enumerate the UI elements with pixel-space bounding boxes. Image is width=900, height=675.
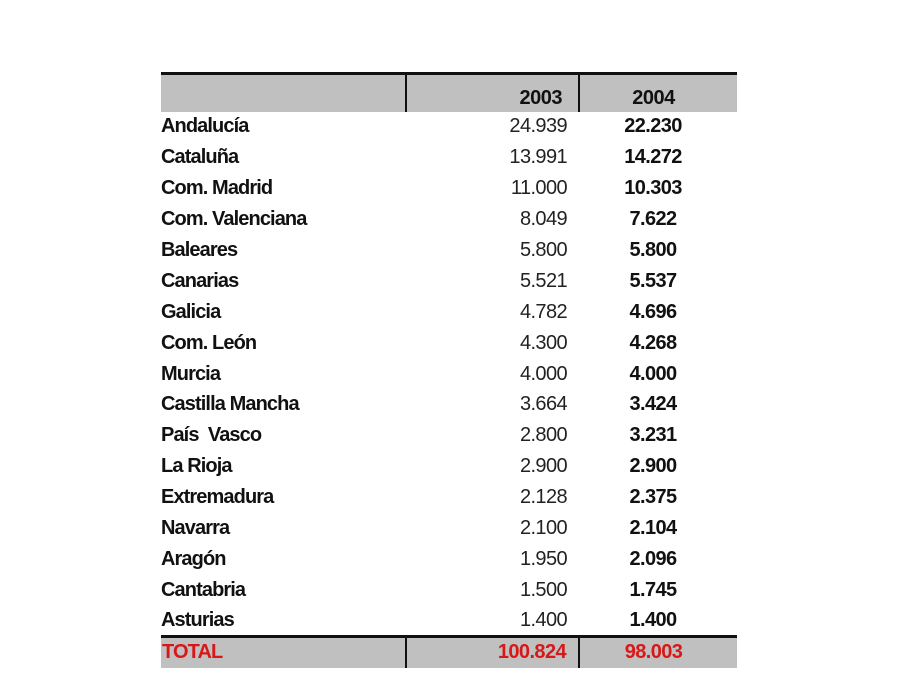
region-name: Castilla Mancha: [161, 393, 299, 416]
value-2004: 4.268: [629, 331, 677, 354]
table-row: [161, 142, 737, 173]
header-row: [161, 74, 737, 112]
table-row: [161, 359, 737, 390]
region-name: Cantabria: [161, 578, 246, 601]
value-2004: 22.230: [624, 115, 682, 138]
header-2003: 2003: [406, 74, 579, 112]
region-name: La Rioja: [161, 455, 232, 478]
value-2003: 1.500: [519, 578, 567, 601]
value-2003: 1.400: [519, 608, 567, 631]
region-name: Andalucía: [161, 115, 249, 138]
value-2004: 3.424: [629, 393, 677, 416]
value-2004: 7.622: [629, 208, 677, 231]
regional-data-table: [161, 72, 737, 668]
header-2004: 2004: [579, 74, 737, 112]
table-row: [161, 390, 737, 421]
table-row: [161, 606, 737, 637]
region-name: Galicia: [161, 300, 221, 323]
region-name: Com. Valenciana: [161, 208, 307, 231]
value-2004: 4.696: [629, 300, 677, 323]
value-2003: 4.782: [519, 300, 567, 323]
table-row: [161, 173, 737, 204]
region-name: Canarias: [161, 269, 239, 292]
table-row: [161, 575, 737, 606]
value-2004: 3.231: [629, 424, 677, 447]
value-2004: 2.096: [629, 547, 677, 570]
table-row: [161, 451, 737, 482]
value-2003: 24.939: [509, 115, 567, 138]
value-2004: 2.900: [629, 455, 677, 478]
value-2003: 2.100: [519, 517, 567, 540]
table-row: [161, 297, 737, 328]
region-name: Cataluña: [161, 146, 239, 169]
table-row: [161, 420, 737, 451]
value-2004: 1.400: [629, 608, 677, 631]
value-2004: 5.800: [629, 239, 677, 261]
region-name: Asturias: [161, 608, 234, 631]
total-label: TOTAL: [161, 637, 406, 668]
value-2003: 13.991: [509, 146, 567, 169]
region-name: País Vasco: [161, 424, 262, 447]
value-2003: 8.049: [519, 208, 567, 231]
region-name: Com. León: [161, 331, 257, 354]
table-row: [161, 328, 737, 359]
value-2003: 5.800: [519, 239, 567, 261]
table-row: [161, 482, 737, 513]
value-2003: 2.800: [519, 424, 567, 447]
value-2003: 2.900: [519, 455, 567, 478]
value-2004: 4.000: [629, 362, 677, 385]
value-2004: 5.537: [629, 269, 677, 292]
table-row: [161, 544, 737, 575]
total-row: [161, 637, 737, 668]
region-name: Extremadura: [161, 486, 274, 509]
value-2004: 10.303: [624, 177, 682, 200]
table-row: [161, 235, 737, 266]
value-2004: 2.375: [629, 486, 677, 509]
regional-data-table-container: [161, 72, 737, 668]
value-2004: 1.745: [629, 578, 677, 601]
total-2004: 98.003: [579, 637, 737, 668]
value-2003: 3.664: [519, 393, 567, 416]
table-row: [161, 513, 737, 544]
value-2004: 2.104: [629, 517, 677, 540]
region-name: Com. Madrid: [161, 177, 273, 200]
region-name: Baleares: [161, 239, 238, 261]
value-2003: 1.950: [519, 547, 567, 570]
region-name: Murcia: [161, 362, 221, 385]
value-2003: 5.521: [519, 269, 567, 292]
region-name: Aragón: [161, 547, 226, 570]
table-row: [161, 112, 737, 143]
region-name: Navarra: [161, 517, 230, 540]
value-2003: 11.000: [510, 177, 567, 200]
table-row: [161, 204, 737, 235]
value-2003: 2.128: [519, 486, 567, 509]
value-2004: 14.272: [624, 146, 682, 169]
table-row: [161, 266, 737, 297]
header-region: [161, 74, 406, 112]
total-2003: 100.824: [406, 637, 579, 668]
value-2003: 4.000: [519, 362, 567, 385]
value-2003: 4.300: [519, 331, 567, 354]
